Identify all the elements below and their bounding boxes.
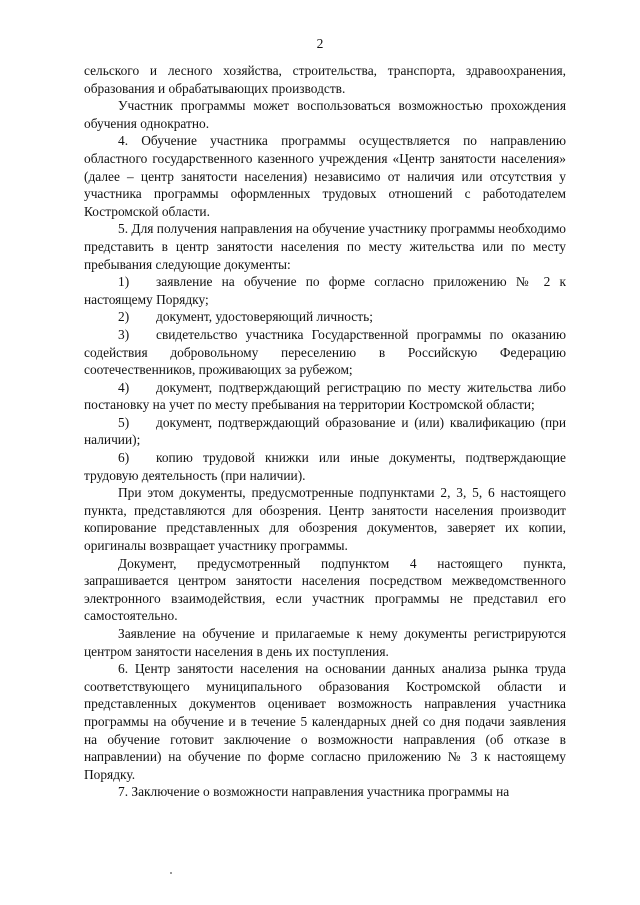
- list-item-number: 1): [118, 274, 130, 290]
- list-item-number: 3): [118, 326, 130, 342]
- list-item-text: свидетельство участника Государственной программы по оказанию содействия добровольному переселению в Российскую Федерацию соотечественников, проживающих за рубежом;: [84, 326, 566, 378]
- list-item-number: 6): [118, 450, 130, 466]
- paragraph: 7. Заключение о возможности направления участника программы на: [118, 784, 510, 800]
- document-body: [84, 62, 566, 801]
- paragraph: 4. Обучение участника программы осуществляется по направлению областного государственного казенного учреждения «Центр занятости населения» (далее – центр занятости населения) независимо от наличия или отсутствия у участника программы оформленных трудовых отношений с работодателем Костромской области.: [84, 133, 566, 219]
- list-item-number: 5): [118, 414, 130, 430]
- paragraph: 6. Центр занятости населения на основании данных анализа рынка труда соответствующего муниципального образования Костромской области и представленных документов оценивает возможность направления участника программы на обучение и в течение 5 календарных дней со дня подачи заявления на обучение готовит заключение о возможности направления (об отказе в направлении) на обучение по форме согласно приложению № 3 к настоящему Порядку.: [84, 661, 566, 782]
- list-item-text: документ, удостоверяющий личность;: [156, 309, 373, 325]
- list-item-number: 2): [118, 309, 130, 325]
- scan-speck: [170, 872, 172, 874]
- list-item-number: 4): [118, 379, 130, 395]
- paragraph: Документ, предусмотренный подпунктом 4 настоящего пункта, запрашивается центром занятости населения посредством межведомственного электронного взаимодействия, если участник программы не представил его самостоятельно.: [84, 555, 566, 624]
- page-number: 2: [316, 36, 324, 51]
- paragraph: Заявление на обучение и прилагаемые к нему документы регистрируются центром занятости населения в день их поступления.: [84, 626, 566, 659]
- list-item-text: копию трудовой книжки или иные документы, подтверждающие трудовую деятельность (при наличии).: [84, 450, 566, 483]
- list-item: [84, 308, 566, 326]
- list-item: [84, 326, 566, 379]
- paragraph: Участник программы может воспользоваться возможностью прохождения обучения однократно.: [84, 98, 566, 131]
- list-item-text: документ, подтверждающий образование и (или) квалификацию (при наличии);: [84, 414, 566, 448]
- list-item-text: документ, подтверждающий регистрацию по месту жительства либо постановку на учет по месту пребывания на территории Костромской области;: [84, 379, 566, 413]
- list-item: [84, 449, 566, 484]
- paragraph: 5. Для получения направления на обучение участнику программы необходимо представить в центр занятости населения по месту жительства или по месту пребывания следующие документы:: [84, 221, 566, 272]
- list-item: [84, 273, 566, 308]
- list-item-text: заявление на обучение по форме согласно приложению № 2 к настоящему Порядку;: [84, 274, 566, 307]
- paragraph: При этом документы, предусмотренные подпунктами 2, 3, 5, 6 настоящего пункта, представляются для обозрения. Центр занятости населения производит копирование представленных для обозрения документов, заверяет их копии, оригиналы возвращает участнику программы.: [84, 485, 566, 554]
- list-item: [84, 379, 566, 414]
- list-item: [84, 414, 566, 449]
- paragraph: сельского и лесного хозяйства, строительства, транспорта, здравоохранения, образования и обрабатывающих производств.: [84, 63, 566, 96]
